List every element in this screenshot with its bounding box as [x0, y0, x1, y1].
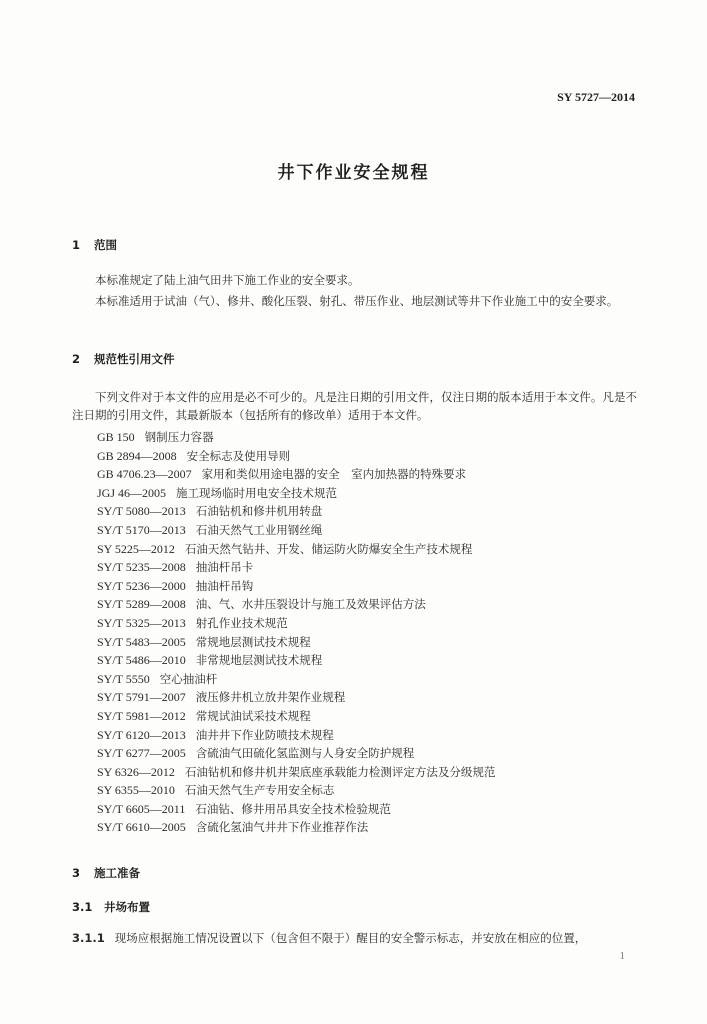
reference-item [97, 484, 495, 503]
clause-number: 3.1.1 [72, 931, 105, 945]
reference-title: 施工现场临时用电安全技术规范 [176, 485, 338, 500]
reference-code: SY/T 5080—2013 [97, 504, 186, 519]
reference-title: 石油钻机和修井机用转盘 [195, 504, 323, 519]
reference-code: SY/T 5235—2008 [97, 560, 186, 575]
reference-title: 油、气、水井压裂设计与施工及效果评估方法 [195, 597, 426, 612]
paragraph: 本标准适用于试油（气）、修井、酸化压裂、射孔、带压作业、地层测试等井下作业施工中的安全要求。 [95, 294, 619, 308]
reference-code: SY 5225—2012 [97, 541, 175, 556]
reference-code: SY/T 5325—2013 [97, 615, 186, 630]
reference-code: SY/T 6605—2011 [97, 801, 186, 816]
reference-title: 非常规地层测试技术规程 [195, 653, 323, 668]
reference-item [97, 781, 495, 800]
section-title: 施工准备 [94, 866, 141, 880]
paragraph: 下列文件对于本文件的应用是必不可少的。凡是注日期的引用文件，仅注日期的版本适用于本文件。凡是不注日期的引用文件，其最新版本（包括所有的修改单）适用于本文件。 [72, 390, 637, 422]
reference-title: 钢制压力容器 [144, 430, 214, 444]
reference-code: SY/T 5791—2007 [97, 690, 186, 705]
reference-item [97, 614, 495, 633]
reference-code: SY/T 5170—2013 [97, 522, 186, 537]
reference-item [97, 521, 495, 540]
section-title: 井场布置 [104, 900, 151, 914]
reference-code: GB 4706.23—2007 [97, 467, 192, 482]
reference-item [97, 540, 495, 559]
section-number: 2 [72, 352, 81, 366]
section-2-heading [72, 351, 175, 367]
section-title: 规范性引用文件 [94, 352, 175, 366]
reference-code: SY/T 5486—2010 [97, 653, 186, 668]
reference-item [97, 763, 495, 782]
reference-title: 常规地层测试技术规程 [195, 634, 311, 649]
reference-item [97, 447, 495, 466]
reference-title: 家用和类似用途电器的安全 室内加热器的特殊要求 [201, 467, 467, 482]
reference-title: 石油天然气工业用钢丝绳 [195, 522, 323, 537]
section-3-1-heading [72, 899, 150, 915]
section-1-heading [72, 237, 117, 253]
reference-title: 石油天然气生产专用安全标志 [184, 783, 335, 798]
section-number: 1 [72, 238, 81, 252]
reference-item [97, 651, 495, 670]
reference-title: 石油钻机和修井机井架底座承载能力检测评定方法及分级规范 [184, 764, 496, 779]
reference-title: 射孔作业技术规范 [195, 615, 288, 630]
section-number: 3 [72, 866, 81, 880]
reference-code: SY/T 5236—2000 [97, 578, 186, 593]
reference-item [97, 707, 495, 726]
reference-item [97, 818, 495, 837]
reference-item [97, 502, 495, 521]
reference-title: 含硫化氢油气井井下作业推荐作法 [195, 820, 369, 835]
reference-code: SY/T 6277—2005 [97, 746, 186, 761]
reference-item [97, 800, 495, 819]
reference-code: SY/T 5483—2005 [97, 634, 186, 649]
reference-code: SY/T 6120—2013 [97, 727, 186, 742]
reference-item [97, 595, 495, 614]
clause-3-1-1 [72, 930, 652, 946]
reference-code: SY 6326—2012 [97, 764, 175, 779]
reference-item [97, 633, 495, 652]
standard-number: SY 5727—2014 [557, 90, 635, 104]
reference-item [97, 577, 495, 596]
reference-title: 空心抽油杆 [159, 671, 218, 686]
reference-code: JGJ 46—2005 [97, 485, 167, 500]
section-number: 3.1 [72, 900, 93, 914]
reference-code: SY/T 5289—2008 [97, 597, 186, 612]
reference-title: 油井井下作业防喷技术规程 [195, 727, 334, 742]
reference-item [97, 670, 495, 689]
reference-title: 石油钻、修井用吊具安全技术检验规范 [195, 801, 391, 816]
page-number: 1 [619, 950, 625, 962]
reference-title: 安全标志及使用导则 [186, 448, 291, 463]
reference-list [97, 428, 495, 837]
reference-item [97, 465, 495, 484]
reference-title: 抽油杆吊卡 [195, 560, 254, 575]
reference-code: SY/T 5550 [97, 671, 150, 686]
reference-code: GB 2894—2008 [97, 448, 177, 463]
reference-item [97, 688, 495, 707]
reference-item [97, 558, 495, 577]
paragraph: 本标准规定了陆上油气田井下施工作业的安全要求。 [95, 273, 360, 287]
section-title: 范围 [94, 238, 118, 252]
reference-code: SY/T 5981—2012 [97, 708, 186, 723]
section-3-heading [72, 865, 140, 881]
document-title: 井下作业安全规程 [277, 163, 430, 183]
reference-title: 液压修井机立放井架作业规程 [195, 690, 346, 705]
reference-title: 石油天然气钻井、开发、储运防火防爆安全生产技术规程 [184, 541, 473, 556]
reference-item [97, 428, 495, 447]
reference-item [97, 744, 495, 763]
clause-text: 现场应根据施工情况设置以下（包含但不限于）醒目的安全警示标志，并安放在相应的位置， [114, 931, 587, 945]
reference-code: GB 150 [97, 430, 135, 444]
reference-code: SY/T 6610—2005 [97, 820, 186, 835]
reference-title: 常规试油试采技术规程 [195, 708, 311, 723]
reference-title: 含硫油气田硫化氢监测与人身安全防护规程 [195, 746, 415, 761]
reference-item [97, 726, 495, 745]
reference-code: SY 6355—2010 [97, 783, 175, 798]
reference-title: 抽油杆吊钩 [195, 578, 254, 593]
